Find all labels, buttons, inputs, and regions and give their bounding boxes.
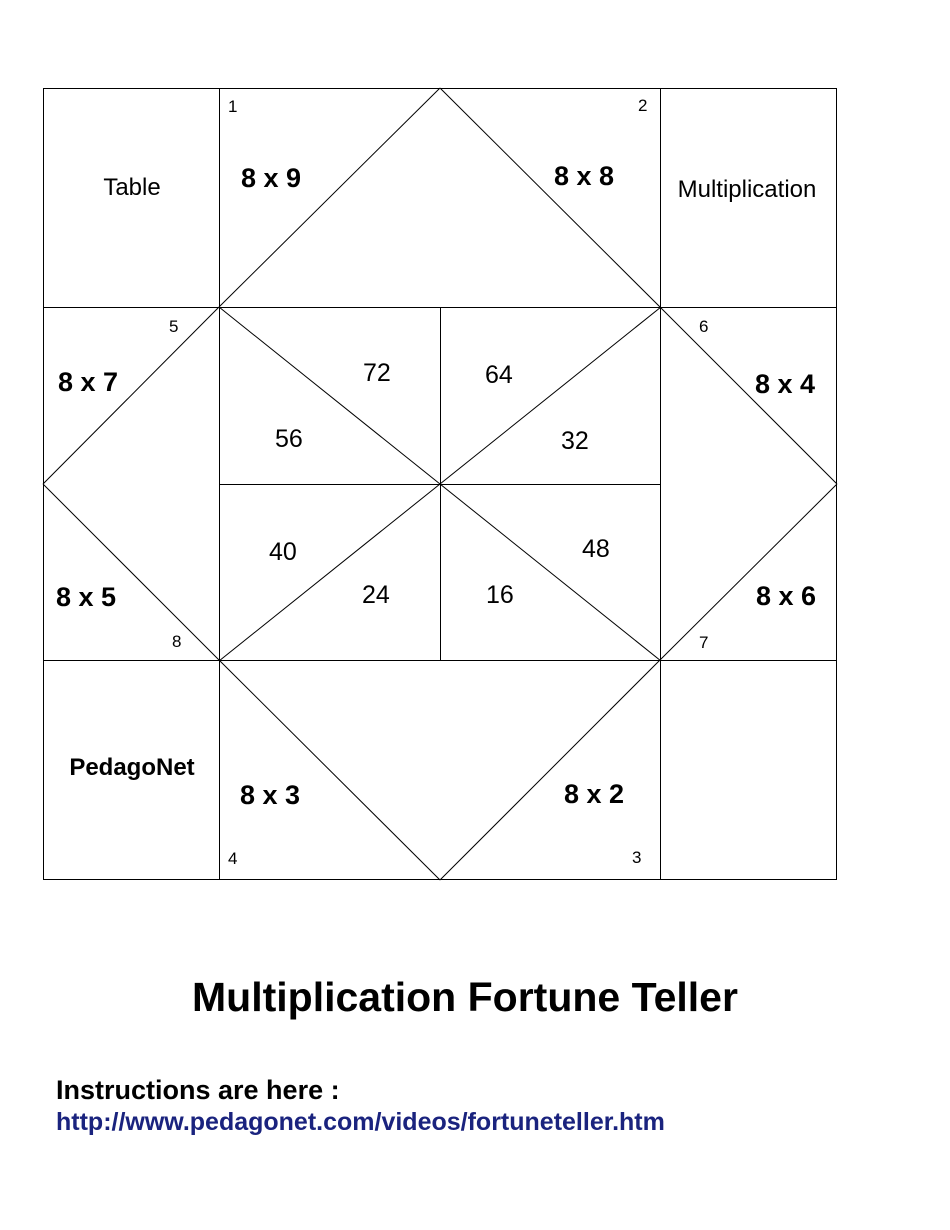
flap-number: 1 xyxy=(228,97,238,116)
instructions xyxy=(56,1073,665,1137)
answer-label: 72 xyxy=(363,359,391,387)
instructions-label: Instructions are here : xyxy=(56,1075,340,1105)
flap-number: 7 xyxy=(699,633,709,652)
fact-label: 8 x 4 xyxy=(755,369,816,399)
flap-number: 6 xyxy=(699,317,709,336)
answer-label: 48 xyxy=(582,535,610,563)
answer-label: 40 xyxy=(269,538,297,566)
fact-label: 8 x 9 xyxy=(241,163,302,193)
fold-line xyxy=(43,484,219,660)
fold-line xyxy=(219,660,440,880)
corner-label-multiplication: Multiplication xyxy=(677,176,817,203)
answer-label: 24 xyxy=(362,581,390,609)
fold-line xyxy=(219,88,440,307)
fact-label: 8 x 3 xyxy=(240,780,301,810)
fact-label: 8 x 8 xyxy=(554,161,615,191)
fold-line xyxy=(440,660,660,880)
answer-label: 56 xyxy=(275,425,303,453)
fact-label: 8 x 2 xyxy=(564,779,625,809)
flap-number: 8 xyxy=(172,632,182,651)
fold-line xyxy=(440,88,660,307)
corner-label-table: Table xyxy=(103,174,161,201)
page-title: Multiplication Fortune Teller xyxy=(192,974,738,1020)
corner-label-pedagonet: PedagoNet xyxy=(69,754,195,781)
answer-label: 64 xyxy=(485,361,513,389)
answer-label: 16 xyxy=(486,581,514,609)
flap-number: 5 xyxy=(169,317,179,336)
fold-line xyxy=(660,484,837,660)
flap-number: 2 xyxy=(638,96,648,115)
fact-label: 8 x 7 xyxy=(58,367,119,397)
answer-label: 32 xyxy=(561,427,589,455)
flap-number: 3 xyxy=(632,848,642,867)
fact-label: 8 x 6 xyxy=(756,581,817,611)
instructions-link[interactable]: http://www.pedagonet.com/videos/fortuneteller.htm xyxy=(56,1108,665,1136)
fact-label: 8 x 5 xyxy=(56,582,117,612)
flap-number: 4 xyxy=(228,849,238,868)
